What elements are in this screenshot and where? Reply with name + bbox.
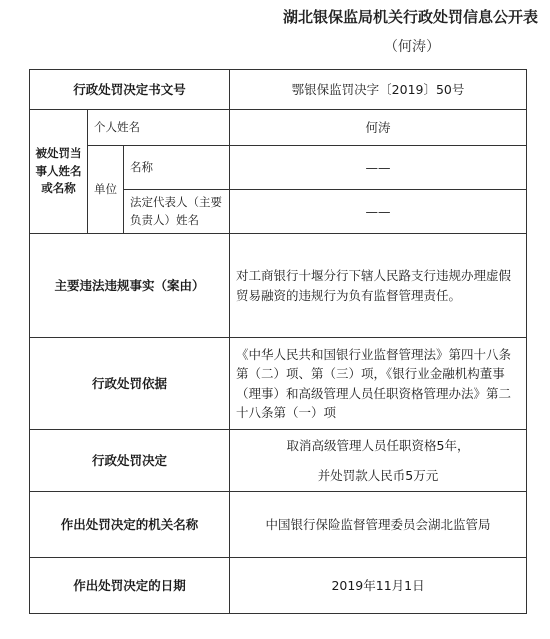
table-row <box>30 430 527 492</box>
unit-name-label: 名称 <box>124 146 230 190</box>
doc-no-value: 鄂银保监罚决字〔2019〕50号 <box>230 70 527 110</box>
table-row <box>30 70 527 110</box>
table-row <box>30 110 527 146</box>
table-row <box>30 558 527 614</box>
table-row <box>30 492 527 558</box>
decision-line-2: 并处罚款人民币5万元 <box>317 467 439 483</box>
doc-no-label: 行政处罚决定书文号 <box>30 70 230 110</box>
unit-label: 单位 <box>88 146 124 234</box>
legal-rep-value: —— <box>230 190 527 234</box>
decision-line-1: 取消高级管理人员任职资格5年， <box>286 438 470 454</box>
page-subtitle: （何涛） <box>384 39 440 55</box>
authority-value: 中国银行保险监督管理委员会湖北监管局 <box>230 492 527 558</box>
violation-value: 对工商银行十堰分行下辖人民路支行违规办理虚假贸易融资的违规行为负有监督管理责任。 <box>230 234 527 338</box>
date-label: 作出处罚决定的日期 <box>30 558 230 614</box>
table-row <box>30 146 527 190</box>
basis-label: 行政处罚依据 <box>30 338 230 430</box>
legal-rep-label: 法定代表人（主要负责人）姓名 <box>124 190 230 234</box>
decision-value <box>230 430 527 492</box>
basis-value: 《中华人民共和国银行业监督管理法》第四十八条第（二）项、第（三）项，《银行业金融机构董事（理事）和高级管理人员任职资格管理办法》第二十八条第（一）项 <box>230 338 527 430</box>
table-row <box>30 338 527 430</box>
person-name-value: 何涛 <box>230 110 527 146</box>
penalty-info-table <box>29 69 527 614</box>
authority-label: 作出处罚决定的机关名称 <box>30 492 230 558</box>
page-title: 湖北银保监局机关行政处罚信息公开表 <box>282 8 538 26</box>
date-value: 2019年11月1日 <box>230 558 527 614</box>
unit-name-value: —— <box>230 146 527 190</box>
person-name-label: 个人姓名 <box>88 110 230 146</box>
party-label: 被处罚当事人姓名或名称 <box>30 110 88 234</box>
violation-label: 主要违法违规事实（案由） <box>30 234 230 338</box>
decision-label: 行政处罚决定 <box>30 430 230 492</box>
table-row <box>30 234 527 338</box>
